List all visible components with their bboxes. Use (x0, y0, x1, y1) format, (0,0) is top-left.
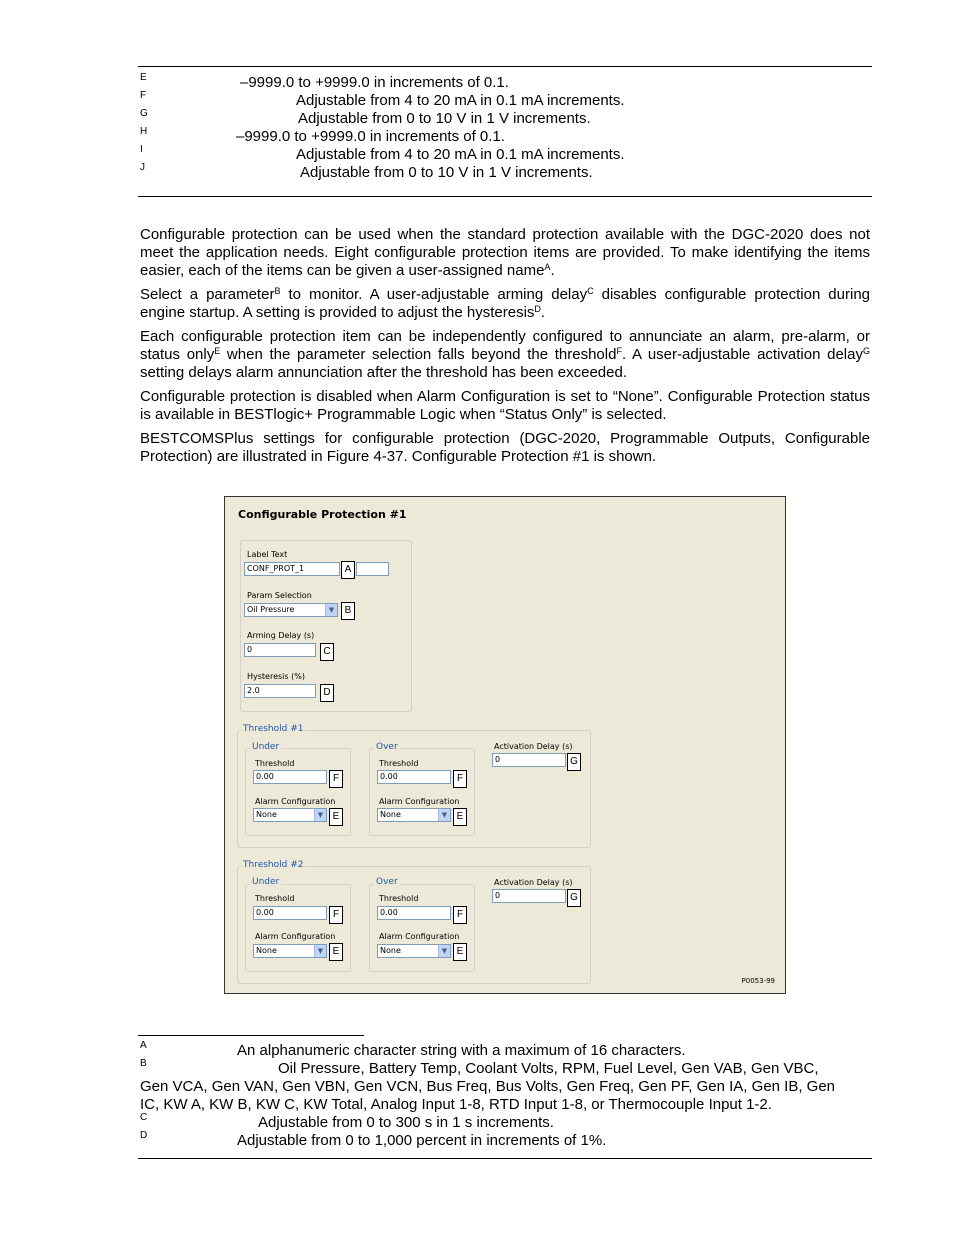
footnote-letter: G (140, 108, 148, 119)
footnote-text: Oil Pressure, Battery Temp, Coolant Volts, RPM, Fuel Level, Gen VAB, Gen VBC, (278, 1060, 819, 1077)
figure-number: P0053-99 (741, 977, 775, 985)
threshold-label: Threshold (379, 759, 419, 768)
footnote-rule (138, 196, 872, 197)
callout-a: A (341, 561, 355, 579)
footnote-text: Adjustable from 4 to 20 mA in 0.1 mA increments. (296, 146, 625, 163)
callout-e: E (453, 943, 467, 961)
footnote-separator (138, 1035, 364, 1036)
paragraph: Configurable protection is disabled when Alarm Configuration is set to “None”. Configurable Protection status is available in BESTlogic+ Programmable Logic when “Status Only” is selected. (140, 388, 870, 423)
footnote-text: IC, KW A, KW B, KW C, KW Total, Analog Input 1-8, RTD Input 1-8, or Thermocouple Input 1-2. (140, 1096, 772, 1113)
configurable-protection-screenshot (224, 496, 786, 994)
footnote-letter: I (140, 144, 143, 155)
threshold-1-over-title: Over (376, 742, 398, 752)
callout-c: C (320, 643, 334, 661)
threshold-2-under-title: Under (252, 877, 280, 887)
chevron-down-icon: ▼ (314, 809, 326, 821)
callout-e: E (329, 943, 343, 961)
activation-delay-label: Activation Delay (s) (494, 878, 573, 887)
callout-f: F (329, 770, 343, 788)
callout-g: G (567, 889, 581, 907)
footnote-text: Adjustable from 0 to 1,000 percent in increments of 1%. (237, 1132, 607, 1149)
arming-delay-input[interactable]: 0 (244, 643, 316, 657)
threshold-1-over-input[interactable]: 0.00 (377, 770, 451, 784)
paragraph: Each configurable protection item can be independently configured to annunciate an alarm, pre-alarm, or status only$^E$ when the parameter selection falls beyond the threshold$^F$. A user-adjustable activation delay$^G$ setting delays alarm annunciation after the threshold has been exceeded. (140, 328, 870, 381)
footnote-text: Adjustable from 4 to 20 mA in 0.1 mA increments. (296, 92, 625, 109)
threshold-2-under-alarm-dropdown[interactable] (253, 944, 327, 958)
threshold-1-activation-delay-input[interactable]: 0 (492, 753, 566, 767)
footnote-text: Adjustable from 0 to 300 s in 1 s increments. (258, 1114, 554, 1131)
callout-f: F (453, 906, 467, 924)
threshold-2-title: Threshold #2 (243, 860, 304, 870)
threshold-2-over-alarm-dropdown[interactable] (377, 944, 451, 958)
alarm-configuration-label: Alarm Configuration (379, 797, 460, 806)
chevron-down-icon: ▼ (314, 945, 326, 957)
threshold-1-over-alarm-dropdown[interactable] (377, 808, 451, 822)
threshold-2-under-input[interactable]: 0.00 (253, 906, 327, 920)
chevron-down-icon: ▼ (325, 604, 337, 616)
alarm-value: None (256, 810, 277, 819)
footnote-text: An alphanumeric character string with a maximum of 16 characters. (237, 1042, 686, 1059)
footnote-text: Gen VCA, Gen VAN, Gen VBN, Gen VCN, Bus Freq, Bus Volts, Gen Freq, Gen PF, Gen IA, Gen IB, Gen (140, 1078, 836, 1095)
footnote-text: Adjustable from 0 to 10 V in 1 V increments. (300, 164, 593, 181)
param-selection-value: Oil Pressure (247, 605, 295, 614)
footnote-letter: E (140, 72, 147, 83)
alarm-value: None (380, 946, 401, 955)
callout-f: F (453, 770, 467, 788)
threshold-2-activation-delay-input[interactable]: 0 (492, 889, 566, 903)
paragraph: BESTCOMSPlus settings for configurable protection (DGC-2020, Programmable Outputs, Configurable Protection) are illustrated in Figure 4-37. Configurable Protection #1 is shown. (140, 430, 870, 465)
param-selection-label: Param Selection (247, 591, 312, 600)
footnote-letter: D (140, 1130, 148, 1141)
callout-e: E (329, 808, 343, 826)
alarm-value: None (380, 810, 401, 819)
threshold-1-under-input[interactable]: 0.00 (253, 770, 327, 784)
chevron-down-icon: ▼ (438, 809, 450, 821)
paragraph: Select a parameter$^B$ to monitor. A user-adjustable arming delay$^C$ disables configurable protection during engine startup. A setting is provided to adjust the hysteresis$^D$. (140, 286, 871, 321)
threshold-label: Threshold (255, 759, 295, 768)
threshold-2-over-title: Over (376, 877, 398, 887)
arming-delay-label: Arming Delay (s) (247, 631, 315, 640)
callout-b: B (341, 602, 355, 620)
footnote-letter: C (140, 1112, 148, 1123)
footnote-text: Adjustable from 0 to 10 V in 1 V increments. (298, 110, 591, 127)
footnote-letter: J (140, 162, 145, 173)
footnote-letter: A (140, 1040, 147, 1051)
footnote-letter: F (140, 90, 147, 101)
chevron-down-icon: ▼ (438, 945, 450, 957)
label-text-extra-field[interactable] (356, 562, 389, 576)
threshold-label: Threshold (255, 894, 295, 903)
callout-d: D (320, 684, 334, 702)
callout-e: E (453, 808, 467, 826)
threshold-1-title: Threshold #1 (243, 724, 304, 734)
hysteresis-label: Hysteresis (%) (247, 672, 305, 681)
panel-title: Configurable Protection #1 (238, 508, 407, 521)
label-text-input[interactable]: CONF_PROT_1 (244, 562, 340, 576)
top-rule (138, 66, 872, 67)
alarm-configuration-label: Alarm Configuration (255, 932, 336, 941)
alarm-configuration-label: Alarm Configuration (379, 932, 460, 941)
threshold-label: Threshold (379, 894, 419, 903)
label-text-label: Label Text (247, 550, 288, 559)
alarm-value: None (256, 946, 277, 955)
callout-f: F (329, 906, 343, 924)
footnote-text: –9999.0 to +9999.0 in increments of 0.1. (236, 128, 505, 145)
activation-delay-label: Activation Delay (s) (494, 742, 573, 751)
paragraph: Configurable protection can be used when the standard protection available with the DGC-2020 does not meet the application needs. Eight configurable protection items are provided. To make identifying the items easier, each of the items can be given a user-assigned name$^A$. (140, 226, 870, 279)
param-selection-dropdown[interactable] (244, 603, 338, 617)
threshold-2-over-input[interactable]: 0.00 (377, 906, 451, 920)
footnote-text: –9999.0 to +9999.0 in increments of 0.1. (240, 74, 509, 91)
callout-g: G (567, 753, 581, 771)
footnote-letter: B (140, 1058, 147, 1069)
threshold-1-under-alarm-dropdown[interactable] (253, 808, 327, 822)
threshold-1-under-title: Under (252, 742, 280, 752)
bottom-rule (138, 1158, 872, 1159)
hysteresis-input[interactable]: 2.0 (244, 684, 316, 698)
footnote-letter: H (140, 126, 148, 137)
alarm-configuration-label: Alarm Configuration (255, 797, 336, 806)
